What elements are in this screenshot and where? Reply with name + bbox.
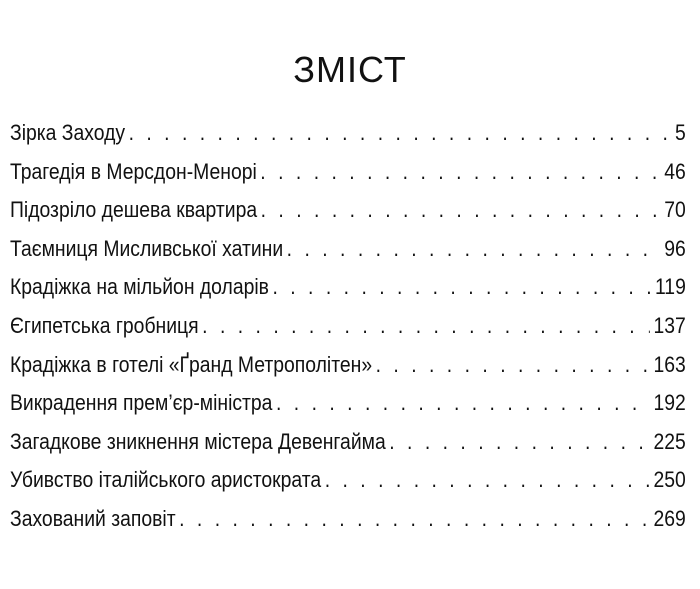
toc-entry-title: Викрадення прем’єр-міністра [10,390,273,416]
toc-entry-title: Таємниця Мисливської хатини [10,235,284,261]
toc-entry-page: 119 [654,274,686,300]
toc-entry [10,235,686,277]
toc-entry-title: Трагедія в Мерсдон-Менорі [10,158,257,184]
toc-entry [10,392,686,431]
toc-dot-leader [272,276,651,298]
toc-dot-leader [179,508,650,530]
toc-entry-page: 46 [664,158,686,184]
toc-entry-page: 250 [653,467,686,493]
toc-dot-leader [261,199,661,221]
toc-dot-leader [202,315,650,337]
toc-entry-title: Підозріло дешева квартира [10,197,258,223]
toc-dot-leader [325,469,650,491]
toc-entry [10,199,686,238]
toc-entry-page: 5 [675,120,686,145]
toc-entry [10,158,686,200]
toc-entry-page: 137 [653,312,686,338]
toc-entry-page: 70 [664,197,686,223]
toc-dot-leader [260,161,660,183]
table-of-contents [10,122,686,547]
toc-dot-leader [389,431,650,453]
page-title: ЗМІСТ [293,49,407,90]
toc-entry-title: Захований заповіт [10,505,176,531]
toc-entry-page: 192 [653,390,686,416]
toc-entry [10,276,686,315]
toc-entry-title: Зірка Заходу [10,120,126,145]
toc-entry-title: Крадіжка на мільйон доларів [10,274,269,300]
toc-entry-page: 269 [653,505,686,531]
toc-entry [10,312,686,354]
toc-entry-title: Крадіжка в готелі «Ґранд Метрополітен» [10,351,373,377]
toc-dot-leader [276,392,650,414]
toc-dot-leader [129,122,672,144]
toc-entry-title: Убивство італійського аристократа [10,467,322,493]
toc-entry-page: 163 [653,351,686,377]
toc-entry-page: 96 [664,235,686,261]
toc-dot-leader [287,238,661,260]
toc-entry [10,428,686,470]
toc-entry [10,505,686,547]
toc-entry [10,122,686,161]
toc-dot-leader [376,354,650,376]
toc-entry [10,351,686,393]
toc-entry-title: Загадкове зникнення містера Девенгайма [10,428,386,454]
toc-entry-title: Єгипетська гробниця [10,312,199,338]
toc-entry-page: 225 [653,428,686,454]
toc-entry [10,469,686,508]
